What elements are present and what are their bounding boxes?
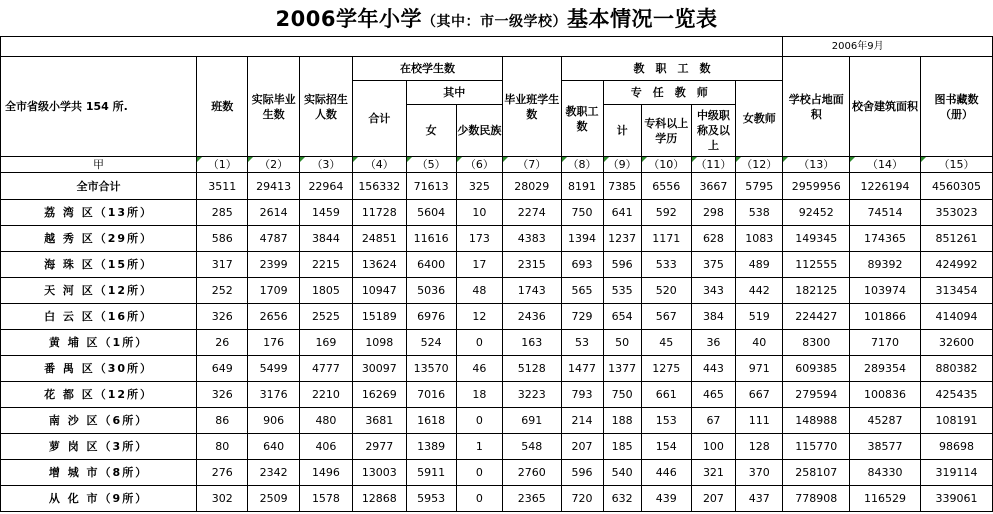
data-cell: 596 bbox=[561, 460, 603, 486]
data-cell: 2525 bbox=[299, 304, 352, 330]
header-enrolled: 实际招生人数 bbox=[299, 57, 352, 157]
data-cell: 851261 bbox=[920, 226, 992, 252]
data-cell: 26 bbox=[197, 330, 248, 356]
data-cell: 15189 bbox=[353, 304, 406, 330]
table-row bbox=[1, 486, 993, 512]
data-cell: 4383 bbox=[502, 226, 561, 252]
data-cell: 22964 bbox=[299, 173, 352, 200]
table-row bbox=[1, 382, 993, 408]
data-cell: 524 bbox=[406, 330, 456, 356]
data-cell: 3223 bbox=[502, 382, 561, 408]
header-students-group: 在校学生数 bbox=[353, 57, 503, 81]
data-cell: 565 bbox=[561, 278, 603, 304]
data-cell: 4560305 bbox=[920, 173, 992, 200]
data-cell: 5795 bbox=[736, 173, 783, 200]
data-table bbox=[0, 36, 993, 512]
data-cell: 1459 bbox=[299, 200, 352, 226]
data-cell: 519 bbox=[736, 304, 783, 330]
data-cell: 443 bbox=[691, 356, 735, 382]
data-cell: 5036 bbox=[406, 278, 456, 304]
data-cell: 437 bbox=[736, 486, 783, 512]
data-cell: 173 bbox=[456, 226, 502, 252]
data-cell: 1237 bbox=[603, 226, 641, 252]
header-among: 其中 bbox=[406, 81, 502, 105]
data-cell: 2274 bbox=[502, 200, 561, 226]
index-cell: （9） bbox=[603, 157, 641, 173]
row-label: 海 珠 区（15所） bbox=[1, 252, 197, 278]
title-main: 2006学年小学 bbox=[275, 7, 422, 31]
cell-marker-icon bbox=[248, 157, 253, 162]
data-cell: 1389 bbox=[406, 434, 456, 460]
data-cell: 1394 bbox=[561, 226, 603, 252]
data-cell: 45 bbox=[641, 330, 691, 356]
data-cell: 112555 bbox=[783, 252, 850, 278]
data-cell: 1805 bbox=[299, 278, 352, 304]
header-female: 女 bbox=[406, 105, 456, 157]
row-label: 南 沙 区（6所） bbox=[1, 408, 197, 434]
index-cell: （10） bbox=[641, 157, 691, 173]
data-cell: 16269 bbox=[353, 382, 406, 408]
data-cell: 30097 bbox=[353, 356, 406, 382]
data-cell: 480 bbox=[299, 408, 352, 434]
row-label: 黄 埔 区（1所） bbox=[1, 330, 197, 356]
data-cell: 592 bbox=[641, 200, 691, 226]
index-cell: （14） bbox=[850, 157, 921, 173]
data-cell: 319114 bbox=[920, 460, 992, 486]
data-cell: 7016 bbox=[406, 382, 456, 408]
data-cell: 654 bbox=[603, 304, 641, 330]
data-cell: 174365 bbox=[850, 226, 921, 252]
data-cell: 343 bbox=[691, 278, 735, 304]
data-cell: 285 bbox=[197, 200, 248, 226]
row-label: 番 禺 区（30所） bbox=[1, 356, 197, 382]
index-cell: （11） bbox=[691, 157, 735, 173]
data-cell: 1496 bbox=[299, 460, 352, 486]
header-books: 图书藏数（册） bbox=[920, 57, 992, 157]
index-cell: （15） bbox=[920, 157, 992, 173]
data-cell: 13003 bbox=[353, 460, 406, 486]
data-cell: 439 bbox=[641, 486, 691, 512]
data-cell: 2436 bbox=[502, 304, 561, 330]
data-cell: 50 bbox=[603, 330, 641, 356]
data-cell: 425435 bbox=[920, 382, 992, 408]
header-ft-female: 女教师 bbox=[736, 81, 783, 157]
sheet-title bbox=[0, 0, 993, 36]
data-cell: 84330 bbox=[850, 460, 921, 486]
data-cell: 548 bbox=[502, 434, 561, 460]
data-cell: 74514 bbox=[850, 200, 921, 226]
data-cell: 10947 bbox=[353, 278, 406, 304]
data-cell: 2959956 bbox=[783, 173, 850, 200]
cell-marker-icon bbox=[850, 157, 855, 162]
data-cell: 100 bbox=[691, 434, 735, 460]
data-cell: 207 bbox=[691, 486, 735, 512]
data-cell: 40 bbox=[736, 330, 783, 356]
data-cell: 5953 bbox=[406, 486, 456, 512]
cell-marker-icon bbox=[604, 157, 609, 162]
data-cell: 103974 bbox=[850, 278, 921, 304]
index-cell: （7） bbox=[502, 157, 561, 173]
table-row bbox=[1, 330, 993, 356]
data-cell: 693 bbox=[561, 252, 603, 278]
data-cell: 53 bbox=[561, 330, 603, 356]
data-cell: 325 bbox=[456, 173, 502, 200]
data-cell: 11616 bbox=[406, 226, 456, 252]
data-cell: 691 bbox=[502, 408, 561, 434]
data-cell: 2210 bbox=[299, 382, 352, 408]
total-row bbox=[1, 173, 993, 200]
data-cell: 36 bbox=[691, 330, 735, 356]
data-cell: 100836 bbox=[850, 382, 921, 408]
data-cell: 906 bbox=[248, 408, 299, 434]
data-cell: 10 bbox=[456, 200, 502, 226]
data-cell: 1 bbox=[456, 434, 502, 460]
data-cell: 609385 bbox=[783, 356, 850, 382]
data-cell: 2315 bbox=[502, 252, 561, 278]
header-land-area: 学校占地面积 bbox=[783, 57, 850, 157]
data-cell: 1377 bbox=[603, 356, 641, 382]
data-cell: 1275 bbox=[641, 356, 691, 382]
data-cell: 641 bbox=[603, 200, 641, 226]
header-grad-class: 毕业班学生数 bbox=[502, 57, 561, 157]
data-cell: 224427 bbox=[783, 304, 850, 330]
cell-marker-icon bbox=[300, 157, 305, 162]
data-cell: 321 bbox=[691, 460, 735, 486]
data-cell: 750 bbox=[561, 200, 603, 226]
data-cell: 375 bbox=[691, 252, 735, 278]
cell-marker-icon bbox=[736, 157, 741, 162]
data-cell: 214 bbox=[561, 408, 603, 434]
data-cell: 317 bbox=[197, 252, 248, 278]
data-cell: 1743 bbox=[502, 278, 561, 304]
data-cell: 111 bbox=[736, 408, 783, 434]
index-cell: （13） bbox=[783, 157, 850, 173]
data-cell: 13570 bbox=[406, 356, 456, 382]
data-cell: 289354 bbox=[850, 356, 921, 382]
data-cell: 649 bbox=[197, 356, 248, 382]
data-cell: 1578 bbox=[299, 486, 352, 512]
data-cell: 45287 bbox=[850, 408, 921, 434]
data-cell: 276 bbox=[197, 460, 248, 486]
header-minority: 少数民族 bbox=[456, 105, 502, 157]
table-row bbox=[1, 434, 993, 460]
data-cell: 2760 bbox=[502, 460, 561, 486]
cell-marker-icon bbox=[503, 157, 508, 162]
data-cell: 18 bbox=[456, 382, 502, 408]
data-cell: 1098 bbox=[353, 330, 406, 356]
table-row bbox=[1, 356, 993, 382]
data-cell: 298 bbox=[691, 200, 735, 226]
data-cell: 540 bbox=[603, 460, 641, 486]
index-cell: （1） bbox=[197, 157, 248, 173]
data-cell: 12 bbox=[456, 304, 502, 330]
data-cell: 28029 bbox=[502, 173, 561, 200]
data-cell: 38577 bbox=[850, 434, 921, 460]
header-ft-senior: 中级职称及以上 bbox=[691, 105, 735, 157]
data-cell: 156332 bbox=[353, 173, 406, 200]
data-cell: 778908 bbox=[783, 486, 850, 512]
data-cell: 149345 bbox=[783, 226, 850, 252]
data-cell: 2614 bbox=[248, 200, 299, 226]
data-cell: 406 bbox=[299, 434, 352, 460]
data-cell: 370 bbox=[736, 460, 783, 486]
data-cell: 86 bbox=[197, 408, 248, 434]
cell-marker-icon bbox=[457, 157, 462, 162]
data-cell: 489 bbox=[736, 252, 783, 278]
data-cell: 98698 bbox=[920, 434, 992, 460]
index-cell: 甲 bbox=[1, 157, 197, 173]
data-cell: 793 bbox=[561, 382, 603, 408]
data-cell: 533 bbox=[641, 252, 691, 278]
report-date: 2006年9月 bbox=[783, 37, 993, 57]
data-cell: 5499 bbox=[248, 356, 299, 382]
table-row bbox=[1, 304, 993, 330]
header-ft-total: 计 bbox=[603, 105, 641, 157]
data-cell: 667 bbox=[736, 382, 783, 408]
data-cell: 729 bbox=[561, 304, 603, 330]
data-cell: 971 bbox=[736, 356, 783, 382]
cell-marker-icon bbox=[197, 157, 202, 162]
data-cell: 353023 bbox=[920, 200, 992, 226]
data-cell: 384 bbox=[691, 304, 735, 330]
data-cell: 0 bbox=[456, 460, 502, 486]
data-cell: 89392 bbox=[850, 252, 921, 278]
row-label: 从 化 市（9所） bbox=[1, 486, 197, 512]
blank-cell bbox=[1, 37, 783, 57]
data-cell: 101866 bbox=[850, 304, 921, 330]
data-cell: 185 bbox=[603, 434, 641, 460]
data-cell: 880382 bbox=[920, 356, 992, 382]
title-paren: （其中：市一级学校） bbox=[421, 14, 567, 30]
data-cell: 6976 bbox=[406, 304, 456, 330]
data-cell: 326 bbox=[197, 382, 248, 408]
data-cell: 1083 bbox=[736, 226, 783, 252]
data-cell: 188 bbox=[603, 408, 641, 434]
row-label: 增 城 市（8所） bbox=[1, 460, 197, 486]
data-cell: 1618 bbox=[406, 408, 456, 434]
data-cell: 750 bbox=[603, 382, 641, 408]
data-cell: 6556 bbox=[641, 173, 691, 200]
data-cell: 424992 bbox=[920, 252, 992, 278]
data-cell: 3667 bbox=[691, 173, 735, 200]
data-cell: 279594 bbox=[783, 382, 850, 408]
data-cell: 1477 bbox=[561, 356, 603, 382]
data-cell: 169 bbox=[299, 330, 352, 356]
data-cell: 80 bbox=[197, 434, 248, 460]
data-cell: 535 bbox=[603, 278, 641, 304]
data-cell: 13624 bbox=[353, 252, 406, 278]
data-cell: 92452 bbox=[783, 200, 850, 226]
data-cell: 2509 bbox=[248, 486, 299, 512]
data-cell: 24851 bbox=[353, 226, 406, 252]
data-cell: 520 bbox=[641, 278, 691, 304]
data-cell: 720 bbox=[561, 486, 603, 512]
data-cell: 108191 bbox=[920, 408, 992, 434]
data-cell: 7170 bbox=[850, 330, 921, 356]
data-cell: 640 bbox=[248, 434, 299, 460]
data-cell: 632 bbox=[603, 486, 641, 512]
cell-marker-icon bbox=[353, 157, 358, 162]
data-cell: 6400 bbox=[406, 252, 456, 278]
index-cell: （2） bbox=[248, 157, 299, 173]
data-cell: 0 bbox=[456, 330, 502, 356]
data-cell: 32600 bbox=[920, 330, 992, 356]
index-cell: （5） bbox=[406, 157, 456, 173]
data-cell: 3176 bbox=[248, 382, 299, 408]
data-cell: 3511 bbox=[197, 173, 248, 200]
row-label: 白 云 区（16所） bbox=[1, 304, 197, 330]
data-cell: 46 bbox=[456, 356, 502, 382]
table-row bbox=[1, 408, 993, 434]
data-cell: 29413 bbox=[248, 173, 299, 200]
title-tail: 基本情况一览表 bbox=[566, 7, 718, 31]
data-cell: 3681 bbox=[353, 408, 406, 434]
data-cell: 17 bbox=[456, 252, 502, 278]
data-cell: 71613 bbox=[406, 173, 456, 200]
data-cell: 2399 bbox=[248, 252, 299, 278]
data-cell: 12868 bbox=[353, 486, 406, 512]
data-cell: 48 bbox=[456, 278, 502, 304]
header-classes: 班数 bbox=[197, 57, 248, 157]
table-row bbox=[1, 200, 993, 226]
data-cell: 0 bbox=[456, 486, 502, 512]
data-cell: 252 bbox=[197, 278, 248, 304]
data-cell: 258107 bbox=[783, 460, 850, 486]
header-students-total: 合计 bbox=[353, 81, 406, 157]
index-cell: （6） bbox=[456, 157, 502, 173]
cell-marker-icon bbox=[407, 157, 412, 162]
data-cell: 0 bbox=[456, 408, 502, 434]
index-row bbox=[1, 157, 993, 173]
row-label: 天 河 区（12所） bbox=[1, 278, 197, 304]
row-label: 萝 岗 区（3所） bbox=[1, 434, 197, 460]
table-row bbox=[1, 278, 993, 304]
row-label: 越 秀 区（29所） bbox=[1, 226, 197, 252]
row-label: 花 都 区（12所） bbox=[1, 382, 197, 408]
data-cell: 414094 bbox=[920, 304, 992, 330]
data-cell: 4777 bbox=[299, 356, 352, 382]
header-ft-degree: 专科以上学历 bbox=[641, 105, 691, 157]
summary-label: 全市省级小学共 154 所. bbox=[1, 57, 197, 157]
index-cell: （12） bbox=[736, 157, 783, 173]
data-cell: 163 bbox=[502, 330, 561, 356]
data-cell: 586 bbox=[197, 226, 248, 252]
data-cell: 116529 bbox=[850, 486, 921, 512]
data-cell: 5128 bbox=[502, 356, 561, 382]
data-cell: 154 bbox=[641, 434, 691, 460]
data-cell: 538 bbox=[736, 200, 783, 226]
data-cell: 326 bbox=[197, 304, 248, 330]
cell-marker-icon bbox=[921, 157, 926, 162]
index-cell: （4） bbox=[353, 157, 406, 173]
data-cell: 2215 bbox=[299, 252, 352, 278]
data-cell: 1226194 bbox=[850, 173, 921, 200]
table-row bbox=[1, 460, 993, 486]
header-fulltime-group: 专 任 教 师 bbox=[603, 81, 735, 105]
index-cell: （3） bbox=[299, 157, 352, 173]
data-cell: 115770 bbox=[783, 434, 850, 460]
data-cell: 182125 bbox=[783, 278, 850, 304]
data-cell: 67 bbox=[691, 408, 735, 434]
data-cell: 8300 bbox=[783, 330, 850, 356]
data-cell: 8191 bbox=[561, 173, 603, 200]
cell-marker-icon bbox=[692, 157, 697, 162]
row-label: 荔 湾 区（13所） bbox=[1, 200, 197, 226]
data-cell: 1171 bbox=[641, 226, 691, 252]
data-cell: 567 bbox=[641, 304, 691, 330]
data-cell: 128 bbox=[736, 434, 783, 460]
cell-marker-icon bbox=[562, 157, 567, 162]
data-cell: 446 bbox=[641, 460, 691, 486]
data-cell: 1709 bbox=[248, 278, 299, 304]
data-cell: 148988 bbox=[783, 408, 850, 434]
header-building-area: 校舍建筑面积 bbox=[850, 57, 921, 157]
data-cell: 2365 bbox=[502, 486, 561, 512]
header-staff-total: 教职工数 bbox=[561, 81, 603, 157]
data-cell: 153 bbox=[641, 408, 691, 434]
data-cell: 5604 bbox=[406, 200, 456, 226]
data-cell: 628 bbox=[691, 226, 735, 252]
row-label: 全市合计 bbox=[1, 173, 197, 200]
data-cell: 313454 bbox=[920, 278, 992, 304]
data-cell: 5911 bbox=[406, 460, 456, 486]
data-cell: 596 bbox=[603, 252, 641, 278]
header-graduates: 实际毕业生数 bbox=[248, 57, 299, 157]
data-cell: 661 bbox=[641, 382, 691, 408]
data-cell: 2656 bbox=[248, 304, 299, 330]
data-cell: 465 bbox=[691, 382, 735, 408]
data-cell: 302 bbox=[197, 486, 248, 512]
data-cell: 442 bbox=[736, 278, 783, 304]
index-cell: （8） bbox=[561, 157, 603, 173]
data-cell: 339061 bbox=[920, 486, 992, 512]
table-row bbox=[1, 252, 993, 278]
data-cell: 4787 bbox=[248, 226, 299, 252]
table-row bbox=[1, 226, 993, 252]
data-cell: 2342 bbox=[248, 460, 299, 486]
data-cell: 3844 bbox=[299, 226, 352, 252]
header-staff-group: 教 职 工 数 bbox=[561, 57, 783, 81]
data-cell: 2977 bbox=[353, 434, 406, 460]
cell-marker-icon bbox=[642, 157, 647, 162]
data-cell: 11728 bbox=[353, 200, 406, 226]
cell-marker-icon bbox=[783, 157, 788, 162]
data-cell: 7385 bbox=[603, 173, 641, 200]
data-cell: 176 bbox=[248, 330, 299, 356]
data-cell: 207 bbox=[561, 434, 603, 460]
